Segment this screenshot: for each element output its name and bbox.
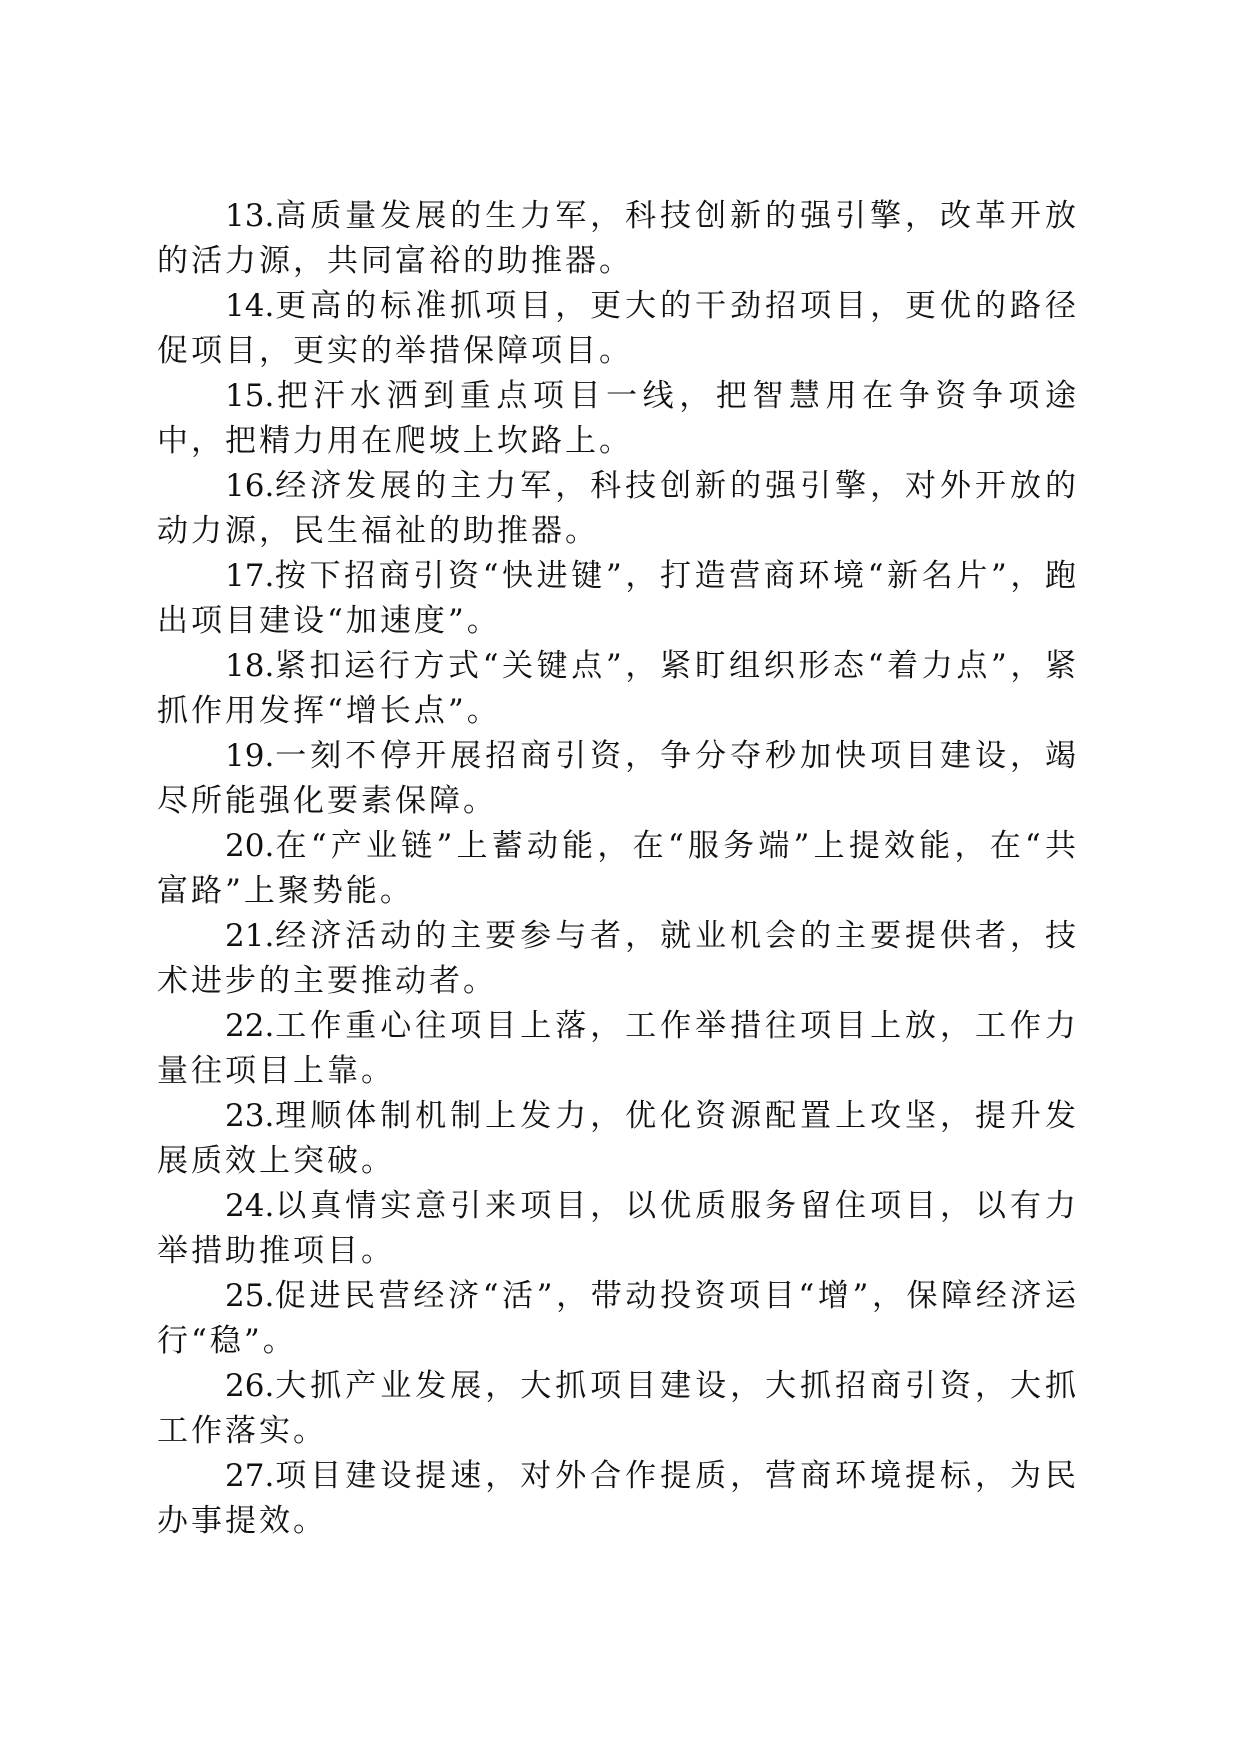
item-number: 17. xyxy=(225,558,275,594)
item-text: 工作重心往项目上落，工作举措往项目上放，工作力量往项目上靠。 xyxy=(157,1008,1079,1089)
list-item xyxy=(157,374,1079,464)
item-text: 项目建设提速，对外合作提质，营商环境提标，为民办事提效。 xyxy=(157,1458,1079,1539)
list-item xyxy=(157,194,1079,284)
item-text: 更高的标准抓项目，更大的干劲招项目，更优的路径促项目，更实的举措保障项目。 xyxy=(157,288,1079,369)
item-number: 26. xyxy=(225,1368,275,1404)
item-number: 15. xyxy=(225,378,275,414)
item-number: 27. xyxy=(225,1458,275,1494)
item-number: 16. xyxy=(225,468,275,504)
list-item xyxy=(157,1004,1079,1094)
item-text: 紧扣运行方式“关键点”，紧盯组织形态“着力点”，紧抓作用发挥“增长点”。 xyxy=(157,648,1079,729)
item-number: 22. xyxy=(225,1008,275,1044)
item-number: 23. xyxy=(225,1098,275,1134)
list-item xyxy=(157,1184,1079,1274)
item-text: 理顺体制机制上发力，优化资源配置上攻坚，提升发展质效上突破。 xyxy=(157,1098,1079,1179)
item-text: 在“产业链”上蓄动能，在“服务端”上提效能，在“共富路”上聚势能。 xyxy=(157,828,1079,909)
list-item xyxy=(157,284,1079,374)
list-item xyxy=(157,1274,1079,1364)
item-text: 把汗水洒到重点项目一线，把智慧用在争资争项途中，把精力用在爬坡上坎路上。 xyxy=(157,378,1079,459)
item-number: 21. xyxy=(225,918,275,954)
item-text: 大抓产业发展，大抓项目建设，大抓招商引资，大抓工作落实。 xyxy=(157,1368,1079,1449)
document-body xyxy=(157,194,1079,1544)
list-item xyxy=(157,914,1079,1004)
list-item xyxy=(157,734,1079,824)
item-number: 13. xyxy=(225,198,275,234)
list-item xyxy=(157,464,1079,554)
list-item xyxy=(157,1364,1079,1454)
list-item xyxy=(157,554,1079,644)
item-number: 19. xyxy=(225,738,275,774)
item-number: 25. xyxy=(225,1278,275,1314)
list-item xyxy=(157,644,1079,734)
item-number: 24. xyxy=(225,1188,275,1224)
item-number: 14. xyxy=(225,288,275,324)
list-item xyxy=(157,1454,1079,1544)
list-item xyxy=(157,1094,1079,1184)
item-number: 18. xyxy=(225,648,275,684)
item-text: 一刻不停开展招商引资，争分夺秒加快项目建设，竭尽所能强化要素保障。 xyxy=(157,738,1079,819)
item-text: 促进民营经济“活”，带动投资项目“增”，保障经济运行“稳”。 xyxy=(157,1278,1079,1359)
item-text: 经济发展的主力军，科技创新的强引擎，对外开放的动力源，民生福祉的助推器。 xyxy=(157,468,1079,549)
item-text: 高质量发展的生力军，科技创新的强引擎，改革开放的活力源，共同富裕的助推器。 xyxy=(157,198,1079,279)
item-text: 经济活动的主要参与者，就业机会的主要提供者，技术进步的主要推动者。 xyxy=(157,918,1079,999)
list-item xyxy=(157,824,1079,914)
item-text: 按下招商引资“快进键”，打造营商环境“新名片”，跑出项目建设“加速度”。 xyxy=(157,558,1079,639)
item-number: 20. xyxy=(225,828,275,864)
item-text: 以真情实意引来项目，以优质服务留住项目，以有力举措助推项目。 xyxy=(157,1188,1079,1269)
